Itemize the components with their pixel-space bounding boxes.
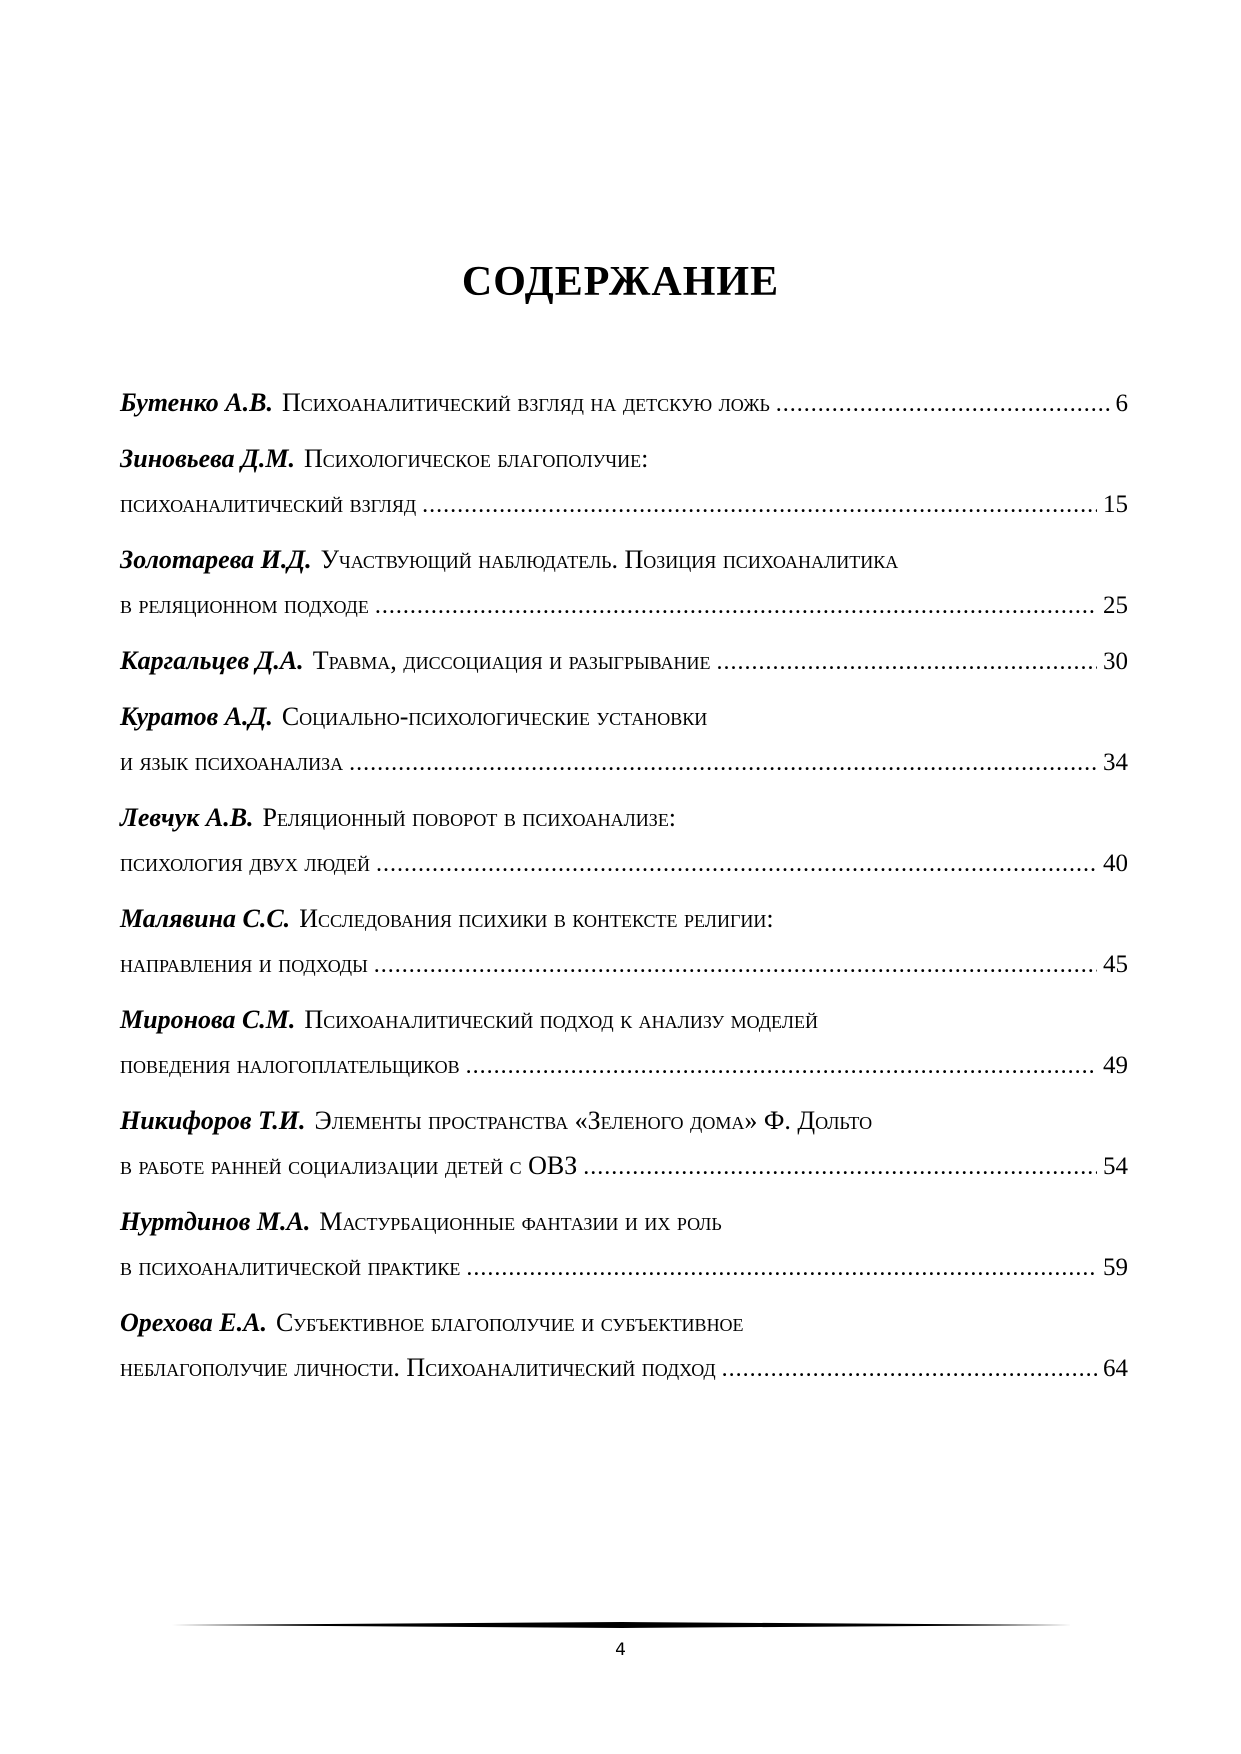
toc-page-number: 30 bbox=[1103, 648, 1128, 675]
toc-title-cont: психоаналитический взгляд bbox=[120, 489, 417, 518]
toc-page-number: 64 bbox=[1103, 1355, 1128, 1382]
toc-author: Золотарева И.Д. bbox=[120, 545, 312, 574]
toc-page-number: 45 bbox=[1103, 951, 1128, 978]
toc-title: Психологическое благополучие: bbox=[303, 444, 649, 473]
toc-entry-mironova[interactable] bbox=[120, 1005, 1128, 1035]
toc-entry-mironova-cont[interactable] bbox=[120, 1050, 1128, 1080]
toc-entry-orekhova[interactable] bbox=[120, 1308, 1128, 1338]
toc-author: Бутенко А.В. bbox=[120, 388, 273, 417]
footer-divider bbox=[172, 1622, 1072, 1628]
toc-author: Зиновьева Д.М. bbox=[120, 444, 295, 473]
toc-leader bbox=[466, 1255, 1097, 1282]
toc-title: Исследования психики в контексте религии: bbox=[299, 904, 774, 933]
toc-leader bbox=[717, 649, 1097, 676]
toc-title-cont: психология двух людей bbox=[120, 848, 371, 877]
toc-entry-levchuk-cont[interactable] bbox=[120, 848, 1128, 878]
toc-author: Каргальцев Д.А. bbox=[120, 646, 304, 675]
toc-title: Психоаналитический подход к анализу моделей bbox=[304, 1005, 819, 1034]
toc-page-number: 6 bbox=[1115, 390, 1128, 417]
footer-page-number: 4 bbox=[615, 1640, 626, 1660]
toc-page-number: 54 bbox=[1103, 1153, 1128, 1180]
toc-entry-kuratov[interactable] bbox=[120, 702, 1128, 732]
toc-title: Элементы пространства «Зеленого дома» Ф. Дольто bbox=[314, 1106, 873, 1135]
toc-title: Травма, диссоциация и разыгрывание bbox=[312, 646, 711, 675]
toc-leader bbox=[376, 851, 1097, 878]
toc-title: Субъективное благополучие и субъективное bbox=[275, 1308, 744, 1337]
toc-page-number: 59 bbox=[1103, 1254, 1128, 1281]
page-title: СОДЕРЖАНИЕ bbox=[461, 259, 780, 305]
toc-entry-orekhova-cont[interactable] bbox=[120, 1353, 1128, 1383]
toc-leader bbox=[375, 593, 1097, 620]
toc-entry-zolotareva-cont[interactable] bbox=[120, 590, 1128, 620]
toc-page-number: 34 bbox=[1103, 749, 1128, 776]
toc-leader bbox=[722, 1356, 1097, 1383]
toc-title: Реляционный поворот в психоанализе: bbox=[262, 803, 677, 832]
toc-title: Мастурбационные фантазии и их роль bbox=[319, 1207, 722, 1236]
toc-author: Миронова С.М. bbox=[120, 1005, 296, 1034]
toc-entry-nikiforov[interactable] bbox=[120, 1106, 1128, 1136]
toc-author: Никифоров Т.И. bbox=[120, 1106, 306, 1135]
toc-title: Психоаналитический взгляд на детскую ложь bbox=[281, 388, 770, 417]
toc-title-cont: направления и подходы bbox=[120, 949, 368, 978]
toc-entry-nikiforov-cont[interactable] bbox=[120, 1151, 1128, 1181]
toc-title: Участвующий наблюдатель. Позиция психоаналитика bbox=[320, 545, 899, 574]
toc-leader bbox=[374, 952, 1097, 979]
toc-entry-malyavina[interactable] bbox=[120, 904, 1128, 934]
toc-title-cont: в психоаналитической практике bbox=[120, 1252, 461, 1281]
toc-page-number: 49 bbox=[1103, 1052, 1128, 1079]
toc-entry-butenko[interactable] bbox=[120, 388, 1128, 418]
toc-entry-levchuk[interactable] bbox=[120, 803, 1128, 833]
toc-leader bbox=[776, 391, 1110, 418]
toc-page-number: 40 bbox=[1103, 850, 1128, 877]
toc-author: Малявина С.С. bbox=[120, 904, 291, 933]
toc-page-number: 25 bbox=[1103, 592, 1128, 619]
toc-title-cont: и язык психоанализа bbox=[120, 747, 344, 776]
toc-entry-zinovyeva[interactable] bbox=[120, 444, 1128, 474]
toc-title-cont: в работе ранней социализации детей с ОВЗ bbox=[120, 1151, 578, 1180]
toc-title: Социально-психологические установки bbox=[281, 702, 708, 731]
toc-entry-nurtdinov-cont[interactable] bbox=[120, 1252, 1128, 1282]
toc-author: Куратов А.Д. bbox=[120, 702, 273, 731]
toc-title-cont: в реляционном подходе bbox=[120, 590, 369, 619]
toc-leader bbox=[583, 1154, 1097, 1181]
toc-entry-zinovyeva-cont[interactable] bbox=[120, 489, 1128, 519]
toc-entry-kuratov-cont[interactable] bbox=[120, 747, 1128, 777]
toc-leader bbox=[349, 750, 1097, 777]
toc-entry-malyavina-cont[interactable] bbox=[120, 949, 1128, 979]
toc-title-cont: поведения налогоплательщиков bbox=[120, 1050, 460, 1079]
toc-entry-zolotareva[interactable] bbox=[120, 545, 1128, 575]
toc-leader bbox=[422, 492, 1097, 519]
toc-entry-kargaltsev[interactable] bbox=[120, 646, 1128, 676]
toc-author: Нуртдинов М.А. bbox=[120, 1207, 311, 1236]
toc-leader bbox=[466, 1053, 1097, 1080]
toc-author: Левчук А.В. bbox=[120, 803, 254, 832]
toc-title-cont: неблагополучие личности. Психоаналитический подход bbox=[120, 1353, 716, 1382]
toc-entry-nurtdinov[interactable] bbox=[120, 1207, 1128, 1237]
toc-author: Орехова Е.А. bbox=[120, 1308, 267, 1337]
toc-page-number: 15 bbox=[1103, 491, 1128, 518]
